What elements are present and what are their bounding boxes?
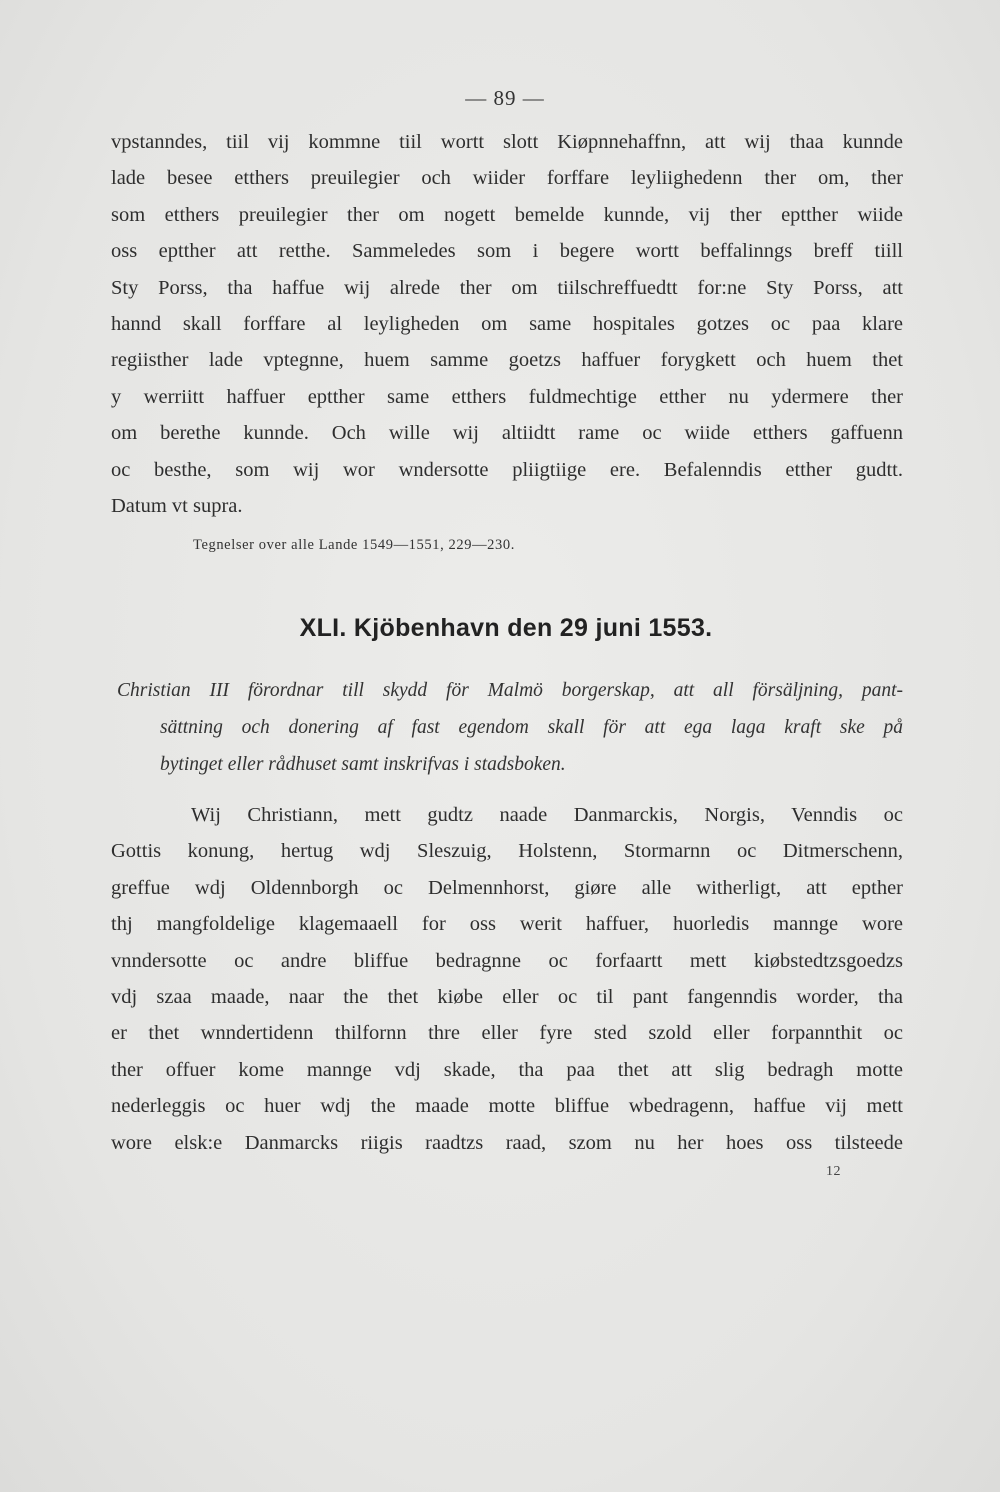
- text-line: vnndersotte oc andre bliffue bedragnne oc forfaartt mett kiøbstedtzsgoedzs: [111, 949, 903, 972]
- text-line: lade besee etthers preuilegier och wiider forffare leyliighedenn ther om, ther: [111, 167, 903, 190]
- text-line: om berethe kunnde. Och wille wij altiidtt rame oc wiide etthers gaffuenn: [111, 422, 903, 445]
- text-line: y werriitt haffuer eptther same etthers fuldmechtige etther nu ydermere ther: [111, 385, 903, 408]
- text-line: som etthers preuilegier ther om nogett bemelde kunnde, vij ther eptther wiide: [111, 203, 903, 226]
- text-line: Wij Christiann, mett gudtz naade Danmarckis, Norgis, Venndis oc: [191, 804, 903, 826]
- sheet-signature-mark: 12: [826, 1164, 841, 1179]
- text-line: wore elsk:e Danmarcks riigis raadtzs raad, szom nu her hoes oss tilsteede: [111, 1131, 903, 1154]
- summary-line: Christian III förordnar till skydd för Malmö borgerskap, att all försäljning, pant-: [117, 680, 903, 701]
- continuation-text: [111, 124, 903, 524]
- text-line: oc besthe, som wij wor wndersotte pliigtiige ere. Befalenndis etther gudtt.: [111, 458, 903, 481]
- text-line: er thet wnndertidenn thilfornn thre eller fyre sted szold eller forpannthit oc: [111, 1022, 903, 1045]
- text-line: nederleggis oc huer wdj the maade motte bliffue wbedragenn, haffue vij mett: [111, 1095, 903, 1118]
- text-line: thj mangfoldelige klagemaaell for oss werit haffuer, huorledis mannge wore: [111, 913, 903, 936]
- document-summary: [117, 672, 903, 783]
- text-line: regiisther lade vptegnne, huem samme goetzs haffuer forygkett och huem thet: [111, 349, 903, 372]
- document-heading: XLI. Kjöbenhavn den 29 juni 1553.: [299, 614, 713, 642]
- summary-line: bytinget eller rådhuset samt inskrifvas i stadsboken.: [160, 754, 566, 775]
- body-text: [111, 797, 903, 1161]
- text-line: Gottis konung, hertug wdj Sleszuig, Holstenn, Stormarnn oc Ditmerschenn,: [111, 840, 903, 863]
- summary-line: sättning och donering af fast egendom skall för att ega laga kraft ske på: [160, 717, 903, 738]
- text-line: oss eptther att retthe. Sammeledes som i begere wortt beffalinngs breff tiill: [111, 240, 903, 263]
- page-number: — 89 —: [465, 86, 545, 110]
- text-line: Sty Porss, tha haffue wij alrede ther om tiilschreffuedtt for:ne Sty Porss, att: [111, 276, 903, 299]
- source-note: Tegnelser over alle Lande 1549—1551, 229—230.: [193, 537, 515, 553]
- text-line: vpstanndes, tiil vij kommne tiil wortt slott Kiøpnnehaffnn, att wij thaa kunnde: [111, 131, 903, 153]
- text-line: hannd skall forffare al leyligheden om same hospitales gotzes oc paa klare: [111, 312, 903, 335]
- text-line: Datum vt supra.: [111, 494, 243, 517]
- text-line: vdj szaa maade, naar the thet kiøbe eller oc til pant fangenndis worder, tha: [111, 985, 903, 1008]
- text-line: greffue wdj Oldennborgh oc Delmennhorst, giøre alle witherligt, att epther: [111, 876, 903, 899]
- text-line: ther offuer kome mannge vdj skade, tha paa thet att slig bedragh motte: [111, 1058, 903, 1081]
